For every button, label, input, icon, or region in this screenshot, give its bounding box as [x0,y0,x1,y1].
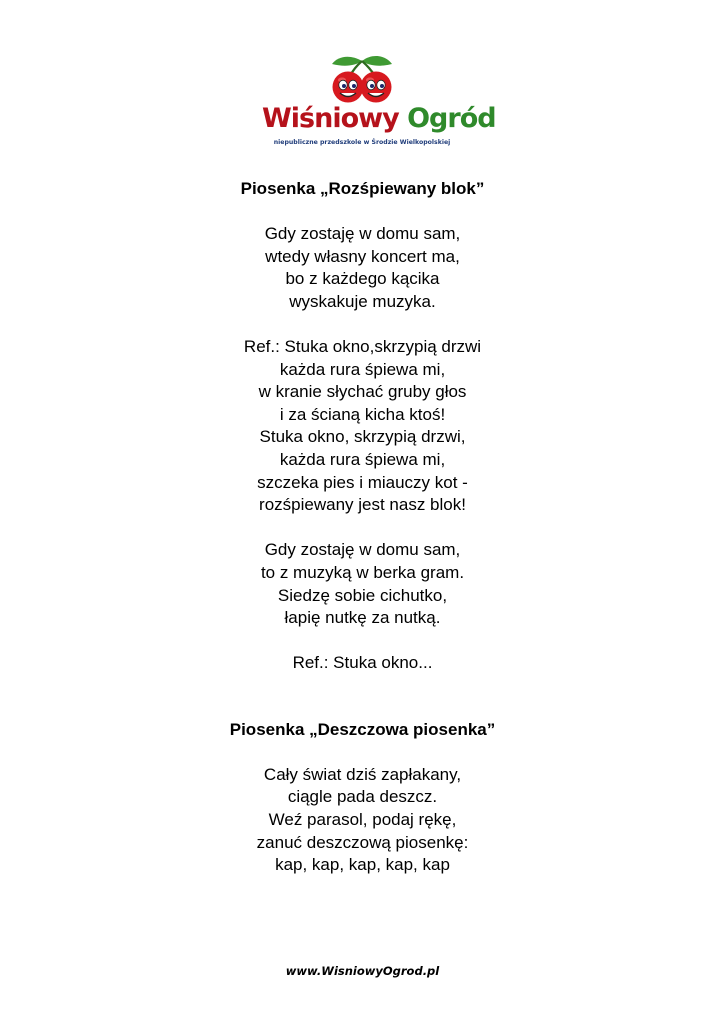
song-deszczowa-piosenka [0,719,725,877]
lyric-line: ciągle pada deszcz. [287,787,438,807]
lyric-line: Weź parasol, podaj rękę, [268,810,457,830]
brand-tagline: niepubliczne przedszkole w Środzie Wielkopolskiej [273,139,451,146]
lyric-line: to z muzyką w berka gram. [260,562,465,582]
lyric-line: Ref.: Stuka okno,skrzypią drzwi [243,336,482,356]
refrain-stanza [0,336,725,517]
lyric-line: Gdy zostaję w domu sam, [264,224,461,243]
song-rozspiewany-blok [0,178,725,675]
song-content [0,178,725,877]
brand-name-part2: Ogród [407,103,496,134]
song-title: Piosenka „Rozśpiewany blok” [240,179,485,198]
lyric-line: i za ścianą kicha ktoś! [279,404,446,424]
cherry-left-icon [333,72,364,103]
cherries-logo-icon [262,52,462,104]
brand-name-part1: Wiśniowy [262,103,399,134]
lyric-line: Ref.: Stuka okno... [292,653,433,673]
lyric-line: wyskakuje muzyka. [289,291,436,311]
lyric-line: szczeka pies i miauczy kot - [257,472,468,492]
footer-url: www.WisniowyOgrod.pl [285,964,440,978]
cherry-right-icon [361,72,392,103]
lyric-line: łapię nutkę za nutką. [284,608,441,628]
brand-name [262,103,496,134]
lyric-line: Stuka okno, skrzypią drzwi, [259,427,466,447]
lyric-line: wtedy własny koncert ma, [265,246,460,266]
refrain-stanza [0,652,725,675]
lyric-line: Cały świat dziś zapłakany, [263,764,462,784]
song-title: Piosenka „Deszczowa piosenka” [229,719,496,739]
lyric-line: każda rura śpiewa mi, [279,359,446,379]
lyric-line: rozśpiewany jest nasz blok! [259,495,466,515]
stanza [0,764,725,877]
stanza [0,539,725,629]
lyric-line: zanuć deszczową piosenkę: [256,832,469,852]
logo [262,52,496,156]
stanza [0,223,725,313]
lyric-line: kap, kap, kap, kap, kap [275,855,450,875]
lyric-line: Gdy zostaję w domu sam, [264,540,461,560]
lyric-line: Siedzę sobie cichutko, [277,585,448,605]
lyric-line: bo z każdego kącika [285,269,440,289]
lyric-line: każda rura śpiewa mi, [279,449,446,469]
lyric-line: w kranie słychać gruby głos [258,382,467,402]
